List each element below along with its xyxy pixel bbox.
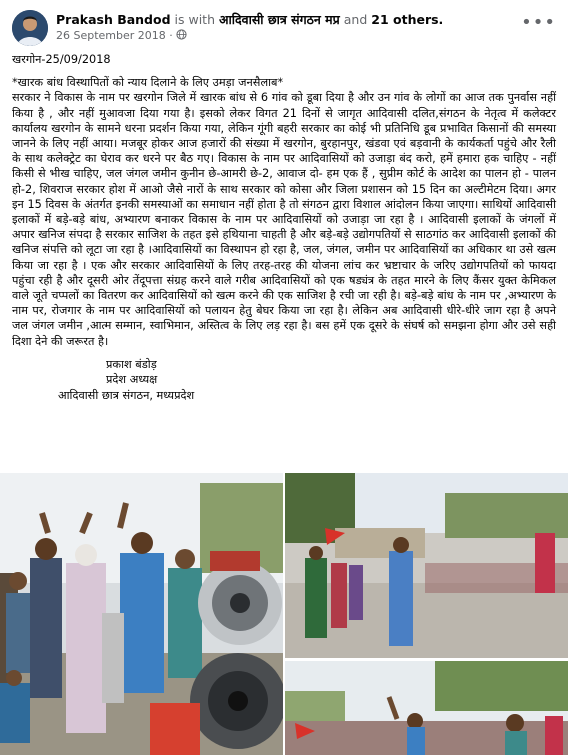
signature-title: प्रदेश अध्यक्ष (106, 373, 158, 387)
photo-grid (0, 473, 568, 755)
post-author-line (56, 11, 443, 28)
post-body: सरकार ने विकास के नाम पर खरगोन जिले में खारक बांध से 6 गांव को डूबा दिया है और उन गांव के लोगों का आज तक पुनर्वास नहीं किया है , और नहीं मुआवजा दिया गया है। इसको लेकर विगत 21 दिनों से जागृत आदिवासी दलित,संगठन के नेतृत्व में कलेक्टर कार्यालय खरगोन के सामने धरना प्रदर्शन किया गया, लेकिन गूंगी बहरी सरकार का कोई भी प्रतिनिधि डूब प्रभावित किसानों की समस्या जानने के लिए नहीं आया। मजबूर होकर आज हजारों की संख्या में खरगोन, बुरहानपुर, खंडवा एवं बड़वानी के कार्यकर्ता पहुंचे और रैली के साथ कलेक्ट्रेट का घेराव कर धरने पर बैठ गए। विकास के नाम पर आदिवासियों को उजाड़ा बंद करो, हमें हमारा हक चाहिए - नहीं किसी से भीख चाहिए, जल जंगल जमीन कुनीन छे-आमरी छे-2, आवाज दो- हम एक हैं , सुप्रीम कोर्ट के आदेश का पालन हो - पालन हो-2, शिवराज सरकार होश में आओ जैसे नारों के साथ सरकार को कोसा और जिला प्रशासन को 15 दिन का अल्टीमेटम दिया। अगर इन 15 दिवस के अंतर्गत इनकी समस्याओं का समाधान नहीं होता है तो संगठन द्वारा विशाल आंदोलन किया जाएगा। साथियों आदिवासी इलाकों में बड़े-बड़े बांध, अभ्यारण बनाकर विकास के नाम पर आदिवासियों को उजाड़ा जा रहा है । आदिवासी इलाकों के जंगलों में अपार खनिज संपदा है सरकार साजिश के तहत इसे हथियाना चाहती है और बड़े-बड़े उद्योगपतियों से साठगांठ कर आदिवासी इलाकों की खनिज संपत्ति को लूटा जा रहा है ।आदिवासियों का विस्थापन हो रहा है, जल, जंगल, जमीन पर आदिवासियों का अधिकार था उसे खत्म किया जा रहा है । एक और सरकार आदिवासियों के लिए तरह-तरह की योजना लांच कर भ्रष्टाचार के जरिए उद्योगपतियों को फायदा पहुंचा रही है और दूसरी ओर तेंदूपत्ता संग्रह करने वाले गरीब आदिवासियों को एक षड्यंत्र के तहत मारने के लिए कैंसर युक्त केमिकल वाले जूते चप्पलों का वितरण कर आदिवासियों को खत्म करने की एक साजिश है रची जा रही है। बड़े-बड़े बांध के नाम पर ,अभ्यारण के नाम पर, रोजगार के नाम पर आदिवासियों को पलायन हेतु बेघर किया जा रहा है। लेकिन अब आदिवासी धीरे-धीरे जाग रहा है अपने जल जंगल जमीन ,आत्म सम्मान, स्वाभिमान, अस्तित्व के लिए लड़ रहा है। बस हमें एक दूसरे के संघर्ष को समझना होगा और उसे सही दिशा देने की जरूरत है। (12, 91, 556, 348)
author-name[interactable]: Prakash Bandod (56, 12, 171, 27)
post-headline: *खारक बांध विस्थापितों को न्याय दिलाने के लिए उमड़ा जनसैलाब* (12, 76, 284, 90)
post-dateline: खरगोन-25/09/2018 (12, 53, 111, 66)
and-text: and (343, 12, 368, 27)
photo-rally-march[interactable] (285, 473, 568, 658)
post-text (12, 52, 556, 403)
post-timestamp[interactable]: 26 September 2018 (56, 29, 166, 42)
globe-icon (176, 29, 187, 42)
dot-separator: · (169, 29, 173, 42)
tagged-others[interactable]: 21 others. (371, 12, 444, 27)
signature-name: प्रकाश बंडोड़ (106, 357, 157, 371)
tagged-group[interactable]: आदिवासी छात्र संगठन मप्र (219, 12, 340, 27)
photo-rally-gathering[interactable] (285, 661, 568, 755)
avatar[interactable] (12, 10, 48, 46)
signature-org: आदिवासी छात्र संगठन, मध्यप्रदेश (58, 388, 195, 402)
post-meta (56, 29, 187, 42)
more-options-icon[interactable]: ••• (521, 12, 556, 33)
post-header (12, 8, 556, 48)
with-text: is with (174, 12, 216, 27)
photo-rally-crowd[interactable] (0, 473, 283, 755)
signature-block (12, 357, 556, 404)
